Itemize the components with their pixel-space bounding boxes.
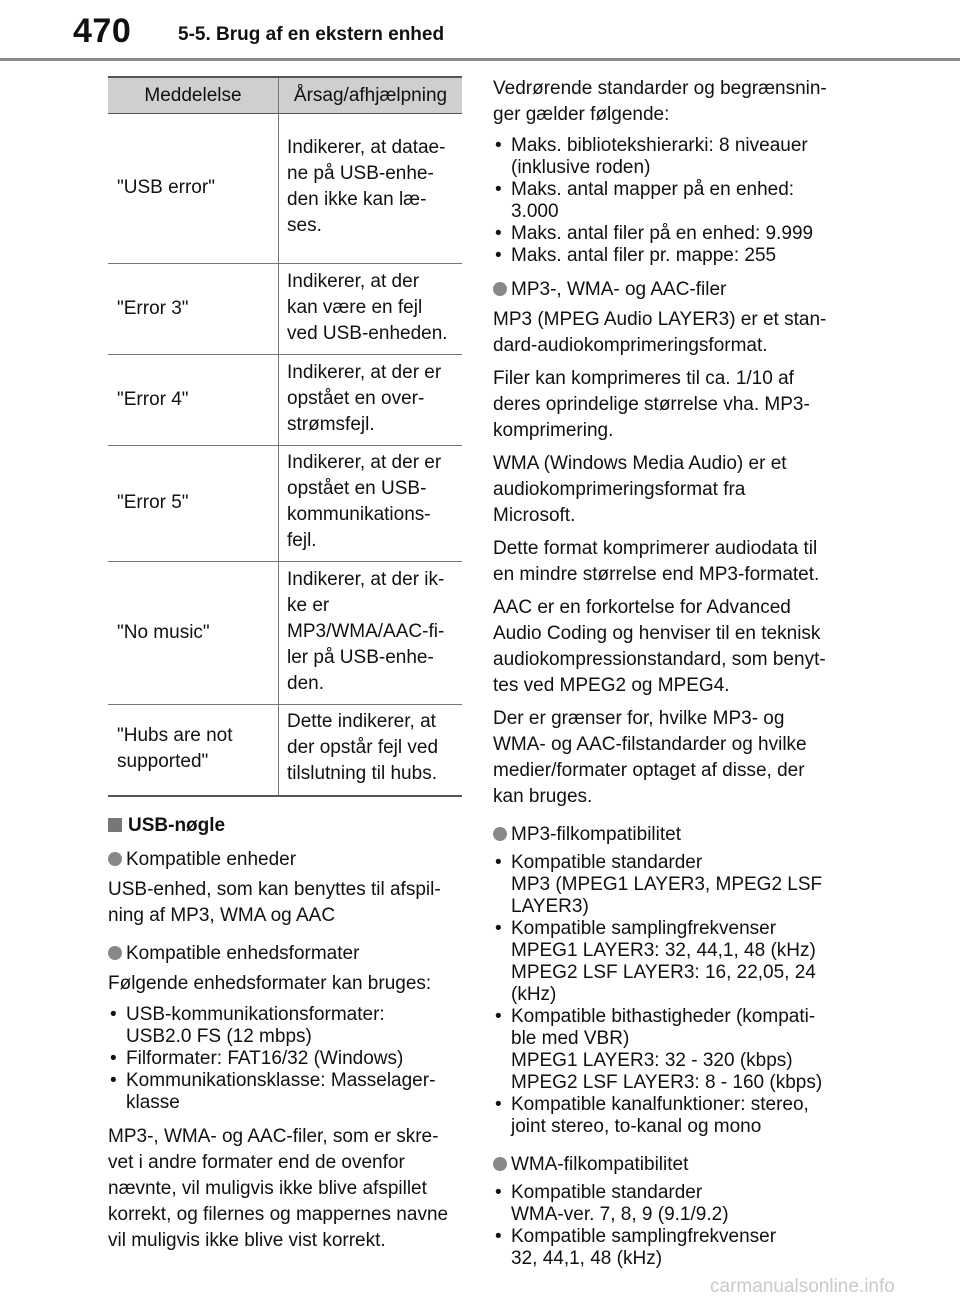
formats-list <box>108 1004 462 1114</box>
wma-list <box>493 1182 843 1270</box>
list-item: • Maks. antal mapper på en enhed: 3.000 <box>493 179 843 223</box>
table-header-row <box>108 77 462 114</box>
list-item: • USB-kommunikationsformater: USB2.0 FS (12 mbps) <box>108 1004 462 1048</box>
list-item: • Kompatible bithastigheder (kompati- ble med VBR) MPEG1 LAYER3: 32 - 320 (kbps) MPEG2 LSF LAYER3: 8 - 160 (kbps) <box>493 1006 843 1094</box>
circle-bullet-icon <box>493 282 507 296</box>
list-item: • Kompatible kanalfunktioner: stereo, joint stereo, to-kanal og mono <box>493 1094 843 1138</box>
list-item: • Kompatible standarder WMA-ver. 7, 8, 9 (9.1/9.2) <box>493 1182 843 1226</box>
circle-bullet-icon <box>493 1157 507 1171</box>
wma-title: WMA-filkompatibilitet <box>493 1152 843 1178</box>
table-row <box>108 562 462 705</box>
compatible-devices-text: USB-enhed, som kan benyttes til afspil- ning af MP3, WMA og AAC <box>108 878 441 926</box>
table-header-cause: Årsag/afhjælpning <box>279 77 463 114</box>
list-item: • Kompatible standarder MP3 (MPEG1 LAYER3, MPEG2 LSF LAYER3) <box>493 852 843 918</box>
mp3-list <box>493 852 843 1138</box>
limits-list <box>493 135 843 267</box>
message-cell: "No music" <box>108 562 279 705</box>
usb-heading: USB-nøgle <box>108 813 462 839</box>
circle-bullet-icon <box>108 946 122 960</box>
message-table <box>108 76 462 797</box>
formats-title: Kompatible enhedsformater <box>108 941 462 967</box>
list-item: • Maks. antal filer på en enhed: 9.999 <box>493 223 843 245</box>
standards-intro: Vedrørende standarder og begrænsnin- ger gælder følgende: <box>493 78 827 125</box>
list-item: • Maks. bibliotekshierarki: 8 niveauer (inklusive roden) <box>493 135 843 179</box>
table-row <box>108 446 462 562</box>
circle-bullet-icon <box>108 852 122 866</box>
formats-intro: Følgende enhedsformater kan bruges: <box>108 972 432 994</box>
square-bullet-icon <box>108 818 122 832</box>
paragraph: MP3 (MPEG Audio LAYER3) er et stan- dard-audiokomprimeringsformat. <box>493 309 827 356</box>
cause-cell: Indikerer, at der er opstået en USB- kommunikations- fejl. <box>279 446 463 562</box>
paragraph: Dette format komprimerer audiodata til en mindre størrelse end MP3-formatet. <box>493 538 820 585</box>
page-header <box>0 0 960 60</box>
message-cell: "Error 3" <box>108 264 279 355</box>
list-item: • Maks. antal filer pr. mappe: 255 <box>493 245 843 267</box>
message-cell: "Hubs are not supported" <box>108 705 279 796</box>
cause-cell: Dette indikerer, at der opstår fejl ved tilslutning til hubs. <box>279 705 463 796</box>
page-number: 470 <box>73 12 132 50</box>
message-cell: "USB error" <box>108 114 279 264</box>
list-item: • Kommunikationsklasse: Masselager- klasse <box>108 1070 462 1114</box>
cause-cell: Indikerer, at datae- ne på USB-enhe- den ikke kan læ- ses. <box>279 114 463 264</box>
closing-paragraph: MP3-, WMA- og AAC-filer, som er skre- vet i andre formater end de ovenfor nævnte, vil muligvis ikke blive afspillet korrekt, og filernes og mappernes navne vil muligvis ikke blive vist korrekt. <box>108 1125 449 1251</box>
compatible-devices-title: Kompatible enheder <box>108 847 462 873</box>
watermark: carmanualsonline.info <box>710 1276 895 1297</box>
cause-cell: Indikerer, at der er opstået en over- strømsfejl. <box>279 355 463 446</box>
cause-cell: Indikerer, at der kan være en fejl ved USB-enheden. <box>279 264 463 355</box>
mp3-title: MP3-filkompatibilitet <box>493 822 843 848</box>
message-cell: "Error 5" <box>108 446 279 562</box>
cause-cell: Indikerer, at der ik- ke er MP3/WMA/AAC-fi- ler på USB-enhe- den. <box>279 562 463 705</box>
paragraph: Filer kan komprimeres til ca. 1/10 af deres oprindelige størrelse vha. MP3- komprimering. <box>493 368 810 441</box>
paragraph: WMA (Windows Media Audio) er et audiokomprimeringsformat fra Microsoft. <box>493 453 787 526</box>
paragraph: AAC er en forkortelse for Advanced Audio Coding og henviser til en teknisk audiokompressionstandard, som benyt- tes ved MPEG2 og MPEG4. <box>493 597 826 696</box>
header-divider <box>0 58 960 61</box>
message-cell: "Error 4" <box>108 355 279 446</box>
list-item: • Filformater: FAT16/32 (Windows) <box>108 1048 462 1070</box>
paragraph: Der er grænser for, hvilke MP3- og WMA- og AAC-filstandarder og hvilke medier/formater optaget af disse, der kan bruges. <box>493 708 807 807</box>
list-item: • Kompatible samplingfrekvenser 32, 44,1, 48 (kHz) <box>493 1226 843 1270</box>
list-item: • Kompatible samplingfrekvenser MPEG1 LAYER3: 32, 44,1, 48 (kHz) MPEG2 LSF LAYER3: 16, 22,05, 24 (kHz) <box>493 918 843 1006</box>
files-title: MP3-, WMA- og AAC-filer <box>493 277 843 303</box>
left-column <box>108 76 462 1261</box>
section-title: 5-5. Brug af en ekstern enhed <box>178 24 445 45</box>
table-row <box>108 114 462 264</box>
table-row <box>108 264 462 355</box>
table-header-message: Meddelelse <box>108 77 279 114</box>
table-row <box>108 705 462 796</box>
right-column <box>493 76 843 1280</box>
circle-bullet-icon <box>493 827 507 841</box>
table-row <box>108 355 462 446</box>
